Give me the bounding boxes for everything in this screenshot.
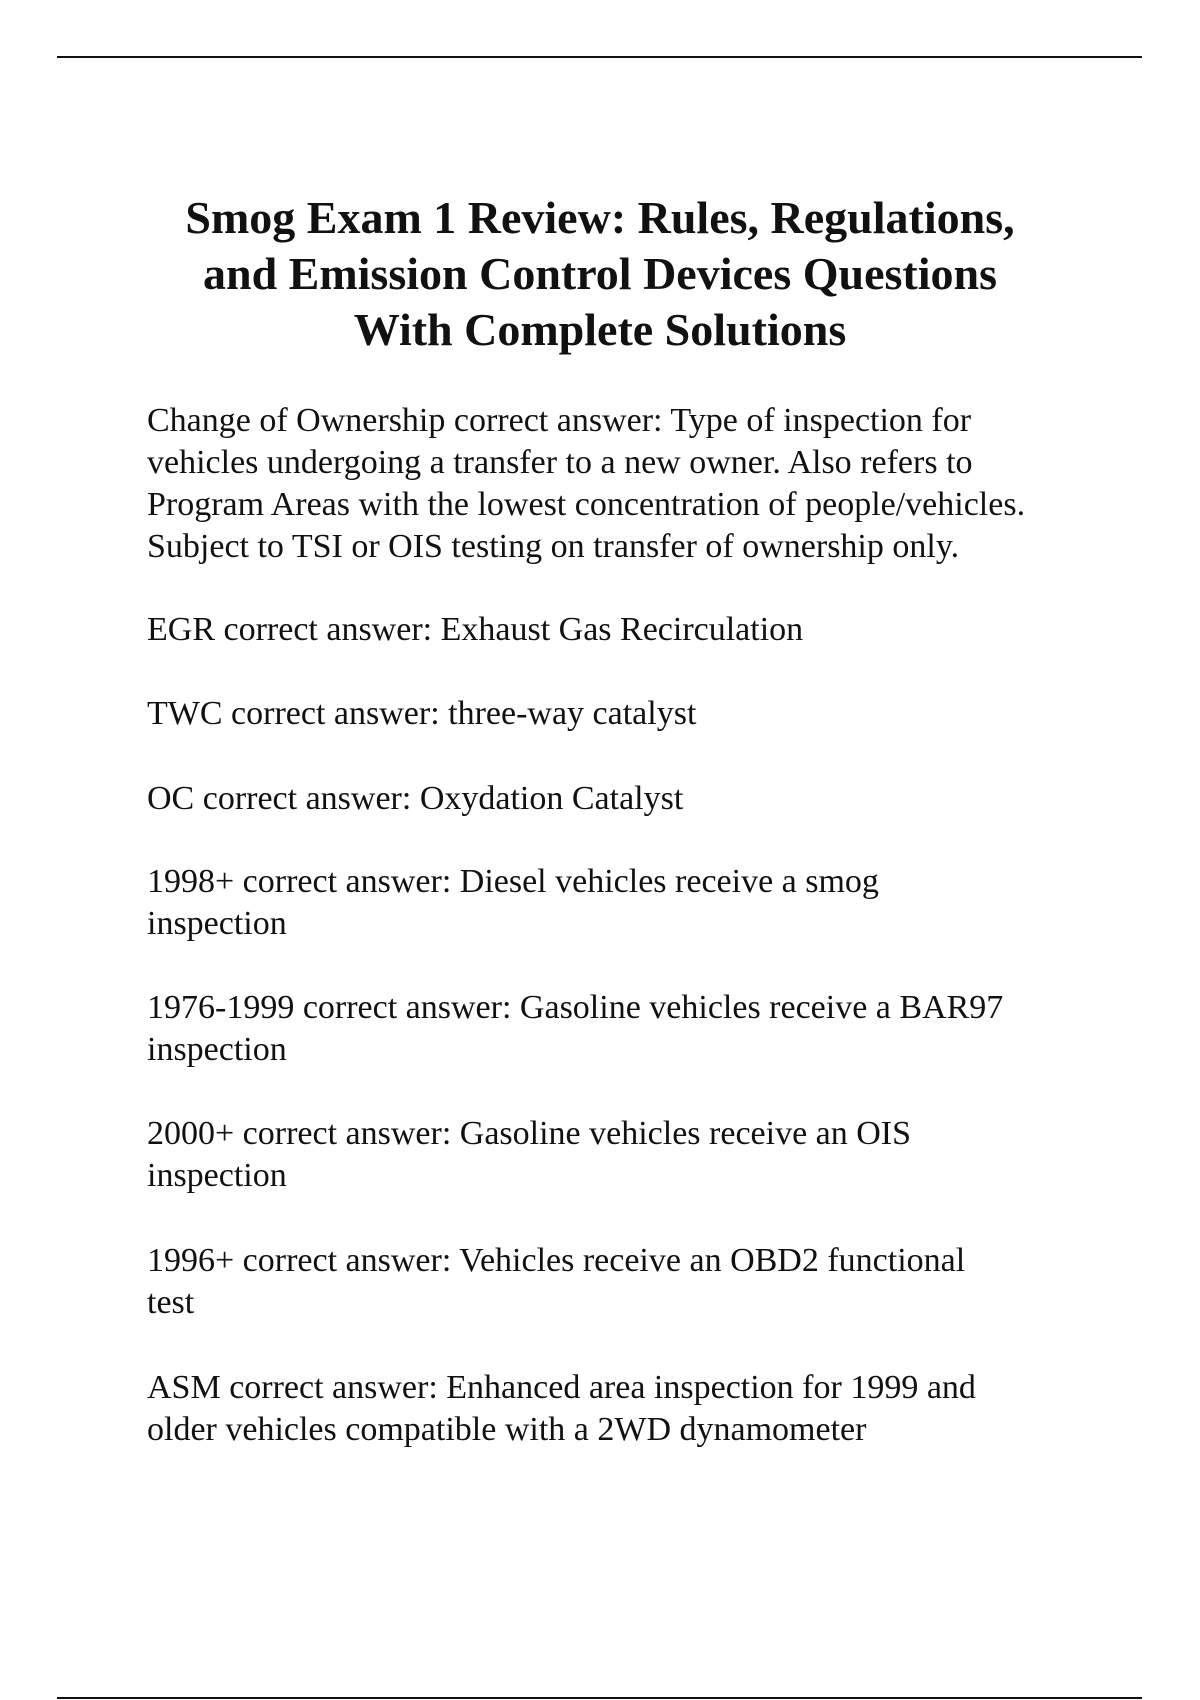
qa-line: 1998+ correct answer: Diesel vehicles receive a smog	[147, 863, 879, 900]
qa-entry	[147, 778, 683, 820]
qa-entry	[147, 693, 696, 735]
bottom-rule	[57, 1697, 1142, 1699]
qa-entry	[147, 1113, 911, 1197]
qa-line: Program Areas with the lowest concentration of people/vehicles.	[147, 486, 1026, 523]
qa-line: inspection	[147, 1031, 287, 1068]
qa-entry	[147, 1240, 965, 1324]
qa-line: vehicles undergoing a transfer to a new owner. Also refers to	[147, 444, 973, 481]
qa-line: Subject to TSI or OIS testing on transfer of ownership only.	[147, 528, 960, 565]
qa-line: 1976-1999 correct answer: Gasoline vehicles receive a BAR97	[147, 989, 1004, 1026]
title-line: and Emission Control Devices Questions	[202, 248, 998, 299]
qa-entry	[147, 1367, 976, 1451]
qa-entry	[147, 987, 1003, 1071]
title-line: Smog Exam 1 Review: Rules, Regulations,	[185, 192, 1015, 243]
qa-entry	[147, 609, 803, 651]
qa-line: test	[147, 1284, 195, 1321]
qa-entry	[147, 861, 879, 945]
qa-line: inspection	[147, 905, 287, 942]
qa-line: EGR correct answer: Exhaust Gas Recirculation	[147, 611, 804, 648]
qa-line: older vehicles compatible with a 2WD dynamometer	[147, 1411, 867, 1448]
qa-line: ASM correct answer: Enhanced area inspection for 1999 and	[147, 1369, 976, 1406]
qa-line: inspection	[147, 1157, 287, 1194]
qa-line: 1996+ correct answer: Vehicles receive an OBD2 functional	[147, 1242, 966, 1279]
title-line: With Complete Solutions	[353, 304, 847, 355]
qa-line: TWC correct answer: three-way catalyst	[147, 695, 697, 732]
qa-entry	[147, 400, 1025, 568]
top-rule	[57, 56, 1142, 58]
qa-line: OC correct answer: Oxydation Catalyst	[147, 780, 684, 817]
qa-line: Change of Ownership correct answer: Type of inspection for	[147, 402, 972, 439]
page-title	[0, 190, 1200, 358]
qa-line: 2000+ correct answer: Gasoline vehicles receive an OIS	[147, 1115, 912, 1152]
